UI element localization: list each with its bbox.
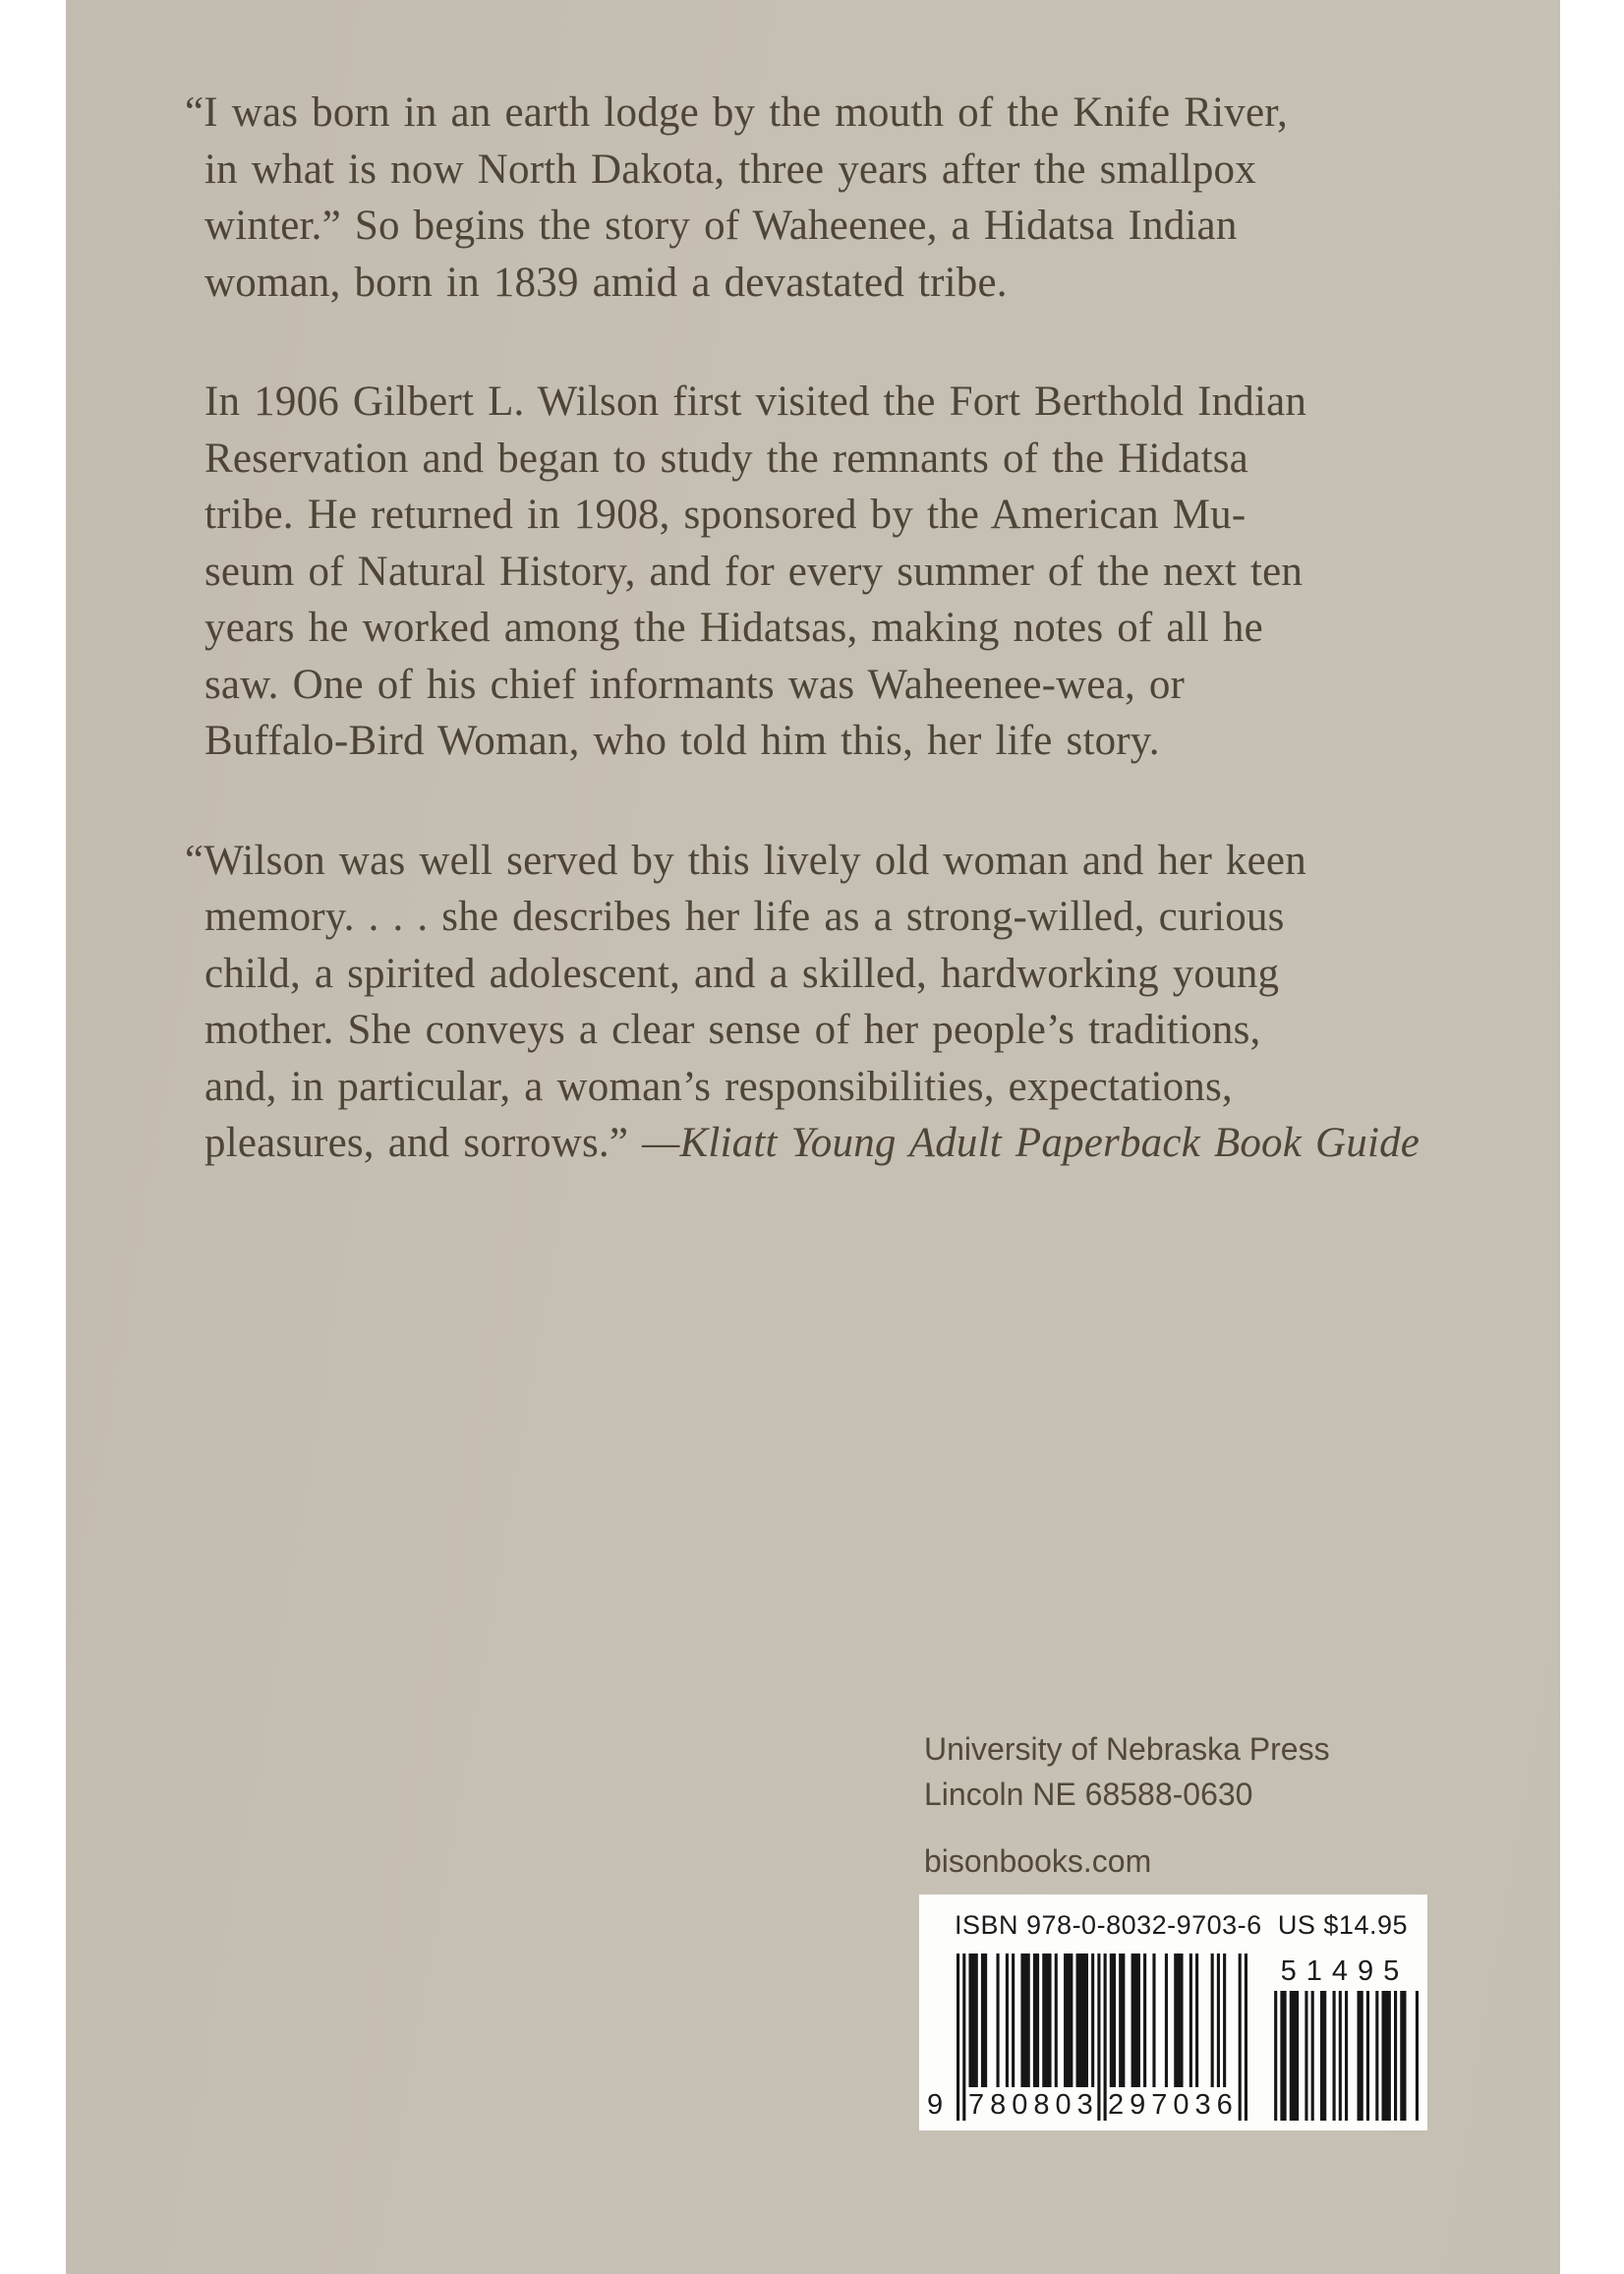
body-text-line: “I was born in an earth lodge by the mouth of the Knife River, [185, 89, 1288, 136]
body-text-line: saw. One of his chief informants was Waheenee-wea, or [204, 661, 1186, 708]
barcode-box [919, 1895, 1427, 2130]
body-text-line: and, in particular, a woman’s responsibilities, expectations, [204, 1063, 1233, 1110]
publisher-block [924, 1726, 1330, 1884]
body-text-line: woman, born in 1839 amid a devastated tribe. [204, 259, 1008, 306]
body-text-line: in what is now North Dakota, three years after the smallpox [204, 146, 1256, 193]
body-text-line: Reservation and began to study the remnants of the Hidatsa [204, 435, 1248, 482]
body-text-line: winter.” So begins the story of Waheenee, a Hidatsa Indian [204, 203, 1238, 249]
publisher-address: Lincoln NE 68588-0630 [924, 1777, 1253, 1812]
body-text-line: child, a spirited adolescent, and a skilled, hardworking young [204, 950, 1280, 997]
body-text-line [204, 1115, 1453, 1172]
body-text [185, 85, 1453, 1235]
ean5-digits: 51495 [1280, 1955, 1410, 1987]
ean13-left-digits: 780803 [968, 2089, 1099, 2121]
publisher-website: bisonbooks.com [924, 1843, 1152, 1879]
body-text-line: mother. She conveys a clear sense of her people’s traditions, [204, 1007, 1261, 1053]
cover-background [66, 0, 1560, 2274]
body-text-line: tribe. He returned in 1908, sponsored by the American Mu- [204, 492, 1247, 538]
paragraph [185, 85, 1453, 311]
body-text-line: years he worked among the Hidatsas, making notes of all he [204, 605, 1263, 651]
paragraph [185, 833, 1453, 1172]
ean5-supplement-barcode [1271, 1991, 1419, 2121]
body-text-line: Buffalo-Bird Woman, who told him this, her life story. [204, 718, 1160, 764]
body-text-line: seum of Natural History, and for every summer of the next ten [204, 548, 1304, 595]
isbn-label: ISBN 978-0-8032-9703-6 [955, 1910, 1262, 1940]
price-label: US $14.95 [1277, 1910, 1408, 1940]
body-text-line: “Wilson was well served by this lively old woman and her keen [185, 837, 1306, 884]
quote-text: pleasures, and sorrows.” [204, 1120, 643, 1166]
ean13-lead-digit: 9 [927, 2089, 944, 2121]
body-text-line: memory. . . . she describes her life as a strong-willed, curious [204, 894, 1285, 940]
publisher-name: University of Nebraska Press [924, 1731, 1330, 1767]
quote-attribution: —Kliatt Young Adult Paperback Book Guide [642, 1120, 1421, 1166]
paragraph [204, 374, 1453, 770]
body-text-line: In 1906 Gilbert L. Wilson first visited the Fort Berthold Indian [204, 379, 1307, 425]
ean13-right-digits: 297036 [1108, 2089, 1239, 2121]
